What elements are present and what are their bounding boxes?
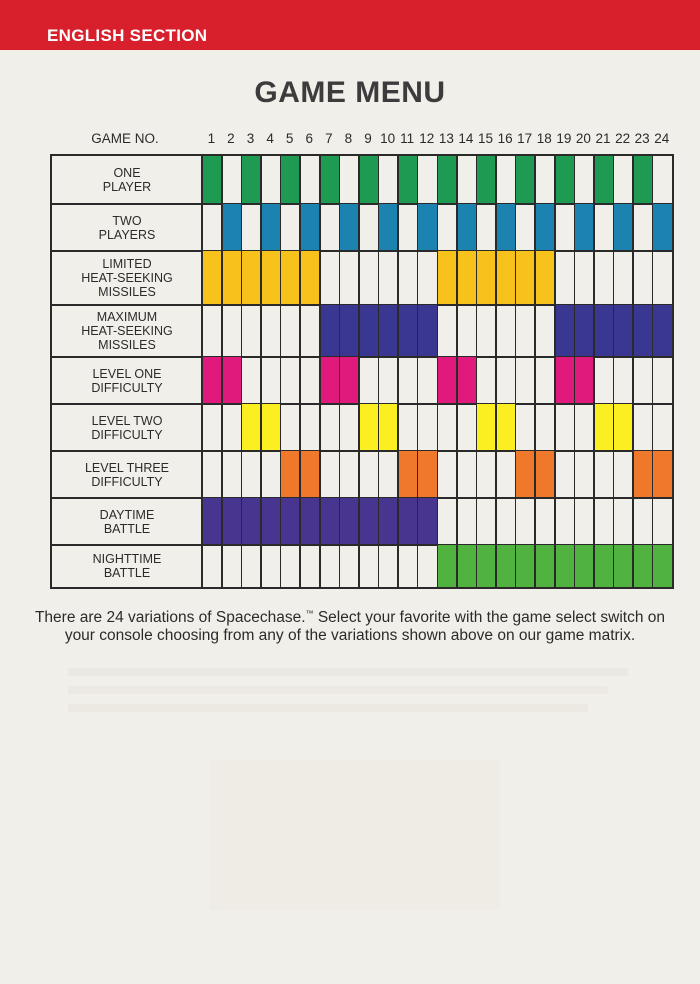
- game-number-19: 19: [556, 131, 572, 146]
- game-number-24: 24: [654, 131, 670, 146]
- caption-part-1: There are 24 variations of Spacechase.: [34, 609, 306, 627]
- matrix-cell-row8-game7: [320, 498, 340, 545]
- game-number-12: 12: [419, 131, 435, 146]
- matrix-cell-row9-game14: [457, 545, 477, 587]
- matrix-cell-row5-game13: [437, 357, 457, 404]
- matrix-cell-row4-game7: [320, 305, 340, 357]
- matrix-cell-row4-game10: [378, 305, 398, 357]
- game-number-14: 14: [458, 131, 474, 146]
- matrix-cell-row2-game12: [417, 204, 437, 251]
- matrix-cell-row9-game17: [515, 545, 535, 587]
- column-divider: [378, 156, 380, 587]
- matrix-cell-row9-game23: [633, 545, 653, 587]
- row-label-9: NIGHTTIME BATTLE: [92, 552, 162, 580]
- matrix-cell-row4-game12: [417, 305, 437, 357]
- matrix-cell-row6-game16: [496, 404, 516, 451]
- column-divider: [456, 156, 458, 587]
- matrix-cell-row7-game18: [535, 451, 555, 498]
- matrix-cell-row7-game12: [417, 451, 437, 498]
- matrix-cell-row1-game5: [280, 156, 300, 204]
- matrix-cell-row1-game9: [359, 156, 379, 204]
- column-divider: [397, 156, 399, 587]
- matrix-cell-row8-game5: [280, 498, 300, 545]
- column-divider: [358, 156, 360, 587]
- matrix-cell-row7-game5: [280, 451, 300, 498]
- matrix-cell-row7-game24: [652, 451, 672, 498]
- matrix-cell-row2-game20: [574, 204, 594, 251]
- matrix-cell-row2-game6: [300, 204, 320, 251]
- matrix-cell-row1-game1: [202, 156, 222, 204]
- column-divider: [574, 156, 576, 587]
- matrix-cell-row7-game11: [398, 451, 418, 498]
- matrix-cell-row4-game19: [555, 305, 575, 357]
- game-number-2: 2: [227, 131, 235, 146]
- game-number-9: 9: [364, 131, 372, 146]
- matrix-cell-row9-game20: [574, 545, 594, 587]
- matrix-cell-row1-game11: [398, 156, 418, 204]
- column-divider: [495, 156, 497, 587]
- game-number-15: 15: [477, 131, 493, 146]
- game-number-8: 8: [344, 131, 353, 146]
- matrix-cell-row6-game9: [359, 404, 379, 451]
- column-divider: [299, 156, 301, 587]
- column-divider: [319, 156, 321, 587]
- matrix-cell-row3-game18: [535, 251, 555, 305]
- matrix-cell-row1-game19: [555, 156, 575, 204]
- matrix-cell-row8-game12: [417, 498, 437, 545]
- row-label-7: LEVEL THREE DIFFICULTY: [84, 460, 170, 489]
- matrix-cell-row8-game11: [398, 498, 418, 545]
- matrix-cell-row2-game10: [378, 204, 398, 251]
- section-label: ENGLISH SECTION: [47, 26, 208, 45]
- caption-text: [30, 605, 670, 645]
- matrix-cell-row3-game1: [202, 251, 222, 305]
- matrix-cell-row5-game2: [222, 357, 242, 404]
- matrix-cell-row3-game2: [222, 251, 242, 305]
- matrix-cell-row1-game13: [437, 156, 457, 204]
- matrix-cell-row2-game22: [613, 204, 633, 251]
- column-divider: [280, 156, 282, 587]
- matrix-cell-row8-game9: [359, 498, 379, 545]
- matrix-cell-row9-game21: [594, 545, 614, 587]
- column-divider: [534, 156, 536, 587]
- matrix-cell-row3-game17: [515, 251, 535, 305]
- column-divider: [515, 156, 517, 587]
- game-matrix: [50, 154, 674, 589]
- game-number-21: 21: [595, 131, 611, 146]
- matrix-cell-row8-game6: [300, 498, 320, 545]
- game-number-6: 6: [305, 131, 313, 146]
- caption-part-2: Select your favorite with the game select switch on your console choosing from any of the variations shown above on our game matrix.: [64, 609, 666, 645]
- matrix-cell-row6-game4: [261, 404, 281, 451]
- column-divider: [613, 156, 615, 587]
- matrix-cell-row6-game21: [594, 404, 614, 451]
- matrix-cell-row1-game3: [241, 156, 261, 204]
- matrix-cell-row4-game9: [359, 305, 379, 357]
- matrix-cell-row7-game17: [515, 451, 535, 498]
- game-number-1: 1: [207, 131, 216, 146]
- game-number-4: 4: [266, 131, 274, 146]
- page-title: GAME MENU: [254, 76, 446, 109]
- game-number-7: 7: [325, 131, 333, 146]
- matrix-cell-row6-game15: [476, 404, 496, 451]
- column-divider: [476, 156, 478, 587]
- matrix-cell-row3-game14: [457, 251, 477, 305]
- matrix-cell-row2-game4: [261, 204, 281, 251]
- section-header-band: [0, 0, 700, 50]
- matrix-cell-row7-game6: [300, 451, 320, 498]
- matrix-cell-row5-game14: [457, 357, 477, 404]
- column-divider: [437, 156, 439, 587]
- row-label-6: LEVEL TWO DIFFICULTY: [91, 413, 163, 442]
- matrix-cell-row9-game24: [652, 545, 672, 587]
- matrix-cell-row5-game19: [555, 357, 575, 404]
- matrix-cell-row9-game22: [613, 545, 633, 587]
- column-divider: [554, 156, 556, 587]
- column-divider: [652, 156, 654, 587]
- game-number-5: 5: [285, 131, 294, 146]
- matrix-cell-row3-game5: [280, 251, 300, 305]
- matrix-cell-row8-game1: [202, 498, 222, 545]
- matrix-cell-row4-game24: [652, 305, 672, 357]
- matrix-cell-row9-game19: [555, 545, 575, 587]
- game-number-22: 22: [615, 131, 631, 146]
- game-number-17: 17: [517, 131, 533, 146]
- matrix-cell-row2-game8: [339, 204, 359, 251]
- bleed-through-text: [68, 704, 588, 712]
- column-divider: [593, 156, 595, 587]
- matrix-cell-row5-game8: [339, 357, 359, 404]
- game-number-13: 13: [438, 131, 454, 146]
- matrix-cell-row1-game23: [633, 156, 653, 204]
- matrix-cell-row8-game4: [261, 498, 281, 545]
- matrix-cell-row9-game16: [496, 545, 516, 587]
- matrix-cell-row8-game8: [339, 498, 359, 545]
- matrix-cell-row8-game10: [378, 498, 398, 545]
- matrix-cell-row2-game2: [222, 204, 242, 251]
- bleed-through-image: [210, 760, 500, 910]
- row-label-1: ONE PLAYER: [102, 166, 152, 194]
- column-divider: [632, 156, 634, 587]
- matrix-cell-row6-game10: [378, 404, 398, 451]
- row-label-5: LEVEL ONE DIFFICULTY: [91, 366, 163, 395]
- matrix-cell-row1-game7: [320, 156, 340, 204]
- matrix-cell-row9-game18: [535, 545, 555, 587]
- column-divider: [339, 156, 341, 587]
- matrix-cell-row4-game22: [613, 305, 633, 357]
- matrix-cell-row1-game17: [515, 156, 535, 204]
- row-label-8: DAYTIME BATTLE: [99, 507, 155, 536]
- matrix-cell-row2-game16: [496, 204, 516, 251]
- row-label-4: MAXIMUM HEAT-SEEKING MISSILES: [81, 310, 173, 352]
- row-label-3: LIMITED HEAT-SEEKING MISSILES: [81, 257, 173, 299]
- row-label-2: TWO PLAYERS: [98, 213, 156, 242]
- matrix-cell-row6-game3: [241, 404, 261, 451]
- column-divider: [241, 156, 243, 587]
- column-divider: [260, 156, 262, 587]
- matrix-cell-row4-game11: [398, 305, 418, 357]
- matrix-cell-row5-game20: [574, 357, 594, 404]
- matrix-cell-row3-game15: [476, 251, 496, 305]
- matrix-cell-row1-game15: [476, 156, 496, 204]
- game-number-label: GAME NO.: [91, 131, 159, 146]
- matrix-cell-row4-game23: [633, 305, 653, 357]
- trademark-mark: ™: [305, 609, 314, 618]
- matrix-cell-row3-game6: [300, 251, 320, 305]
- matrix-cell-row4-game8: [339, 305, 359, 357]
- matrix-cell-row5-game7: [320, 357, 340, 404]
- matrix-cell-row1-game21: [594, 156, 614, 204]
- label-column-divider: [201, 156, 203, 587]
- matrix-cell-row6-game22: [613, 404, 633, 451]
- matrix-cell-row9-game15: [476, 545, 496, 587]
- game-number-3: 3: [246, 131, 255, 146]
- matrix-cell-row2-game24: [652, 204, 672, 251]
- matrix-cell-row5-game1: [202, 357, 222, 404]
- matrix-cell-row8-game2: [222, 498, 242, 545]
- game-number-20: 20: [575, 131, 591, 146]
- matrix-cell-row3-game16: [496, 251, 516, 305]
- matrix-cell-row2-game18: [535, 204, 555, 251]
- game-number-10: 10: [380, 131, 396, 146]
- matrix-cell-row2-game14: [457, 204, 477, 251]
- game-number-23: 23: [634, 131, 650, 146]
- game-number-11: 11: [400, 131, 415, 146]
- matrix-cell-row7-game23: [633, 451, 653, 498]
- matrix-cell-row4-game21: [594, 305, 614, 357]
- matrix-cell-row9-game13: [437, 545, 457, 587]
- bleed-through-text: [68, 686, 608, 694]
- matrix-cell-row3-game4: [261, 251, 281, 305]
- matrix-cell-row3-game13: [437, 251, 457, 305]
- game-number-18: 18: [536, 131, 552, 146]
- game-number-16: 16: [497, 131, 513, 146]
- column-divider: [221, 156, 223, 587]
- bleed-through-text: [68, 668, 628, 676]
- matrix-cell-row3-game3: [241, 251, 261, 305]
- column-divider: [417, 156, 419, 587]
- matrix-cell-row8-game3: [241, 498, 261, 545]
- matrix-cell-row4-game20: [574, 305, 594, 357]
